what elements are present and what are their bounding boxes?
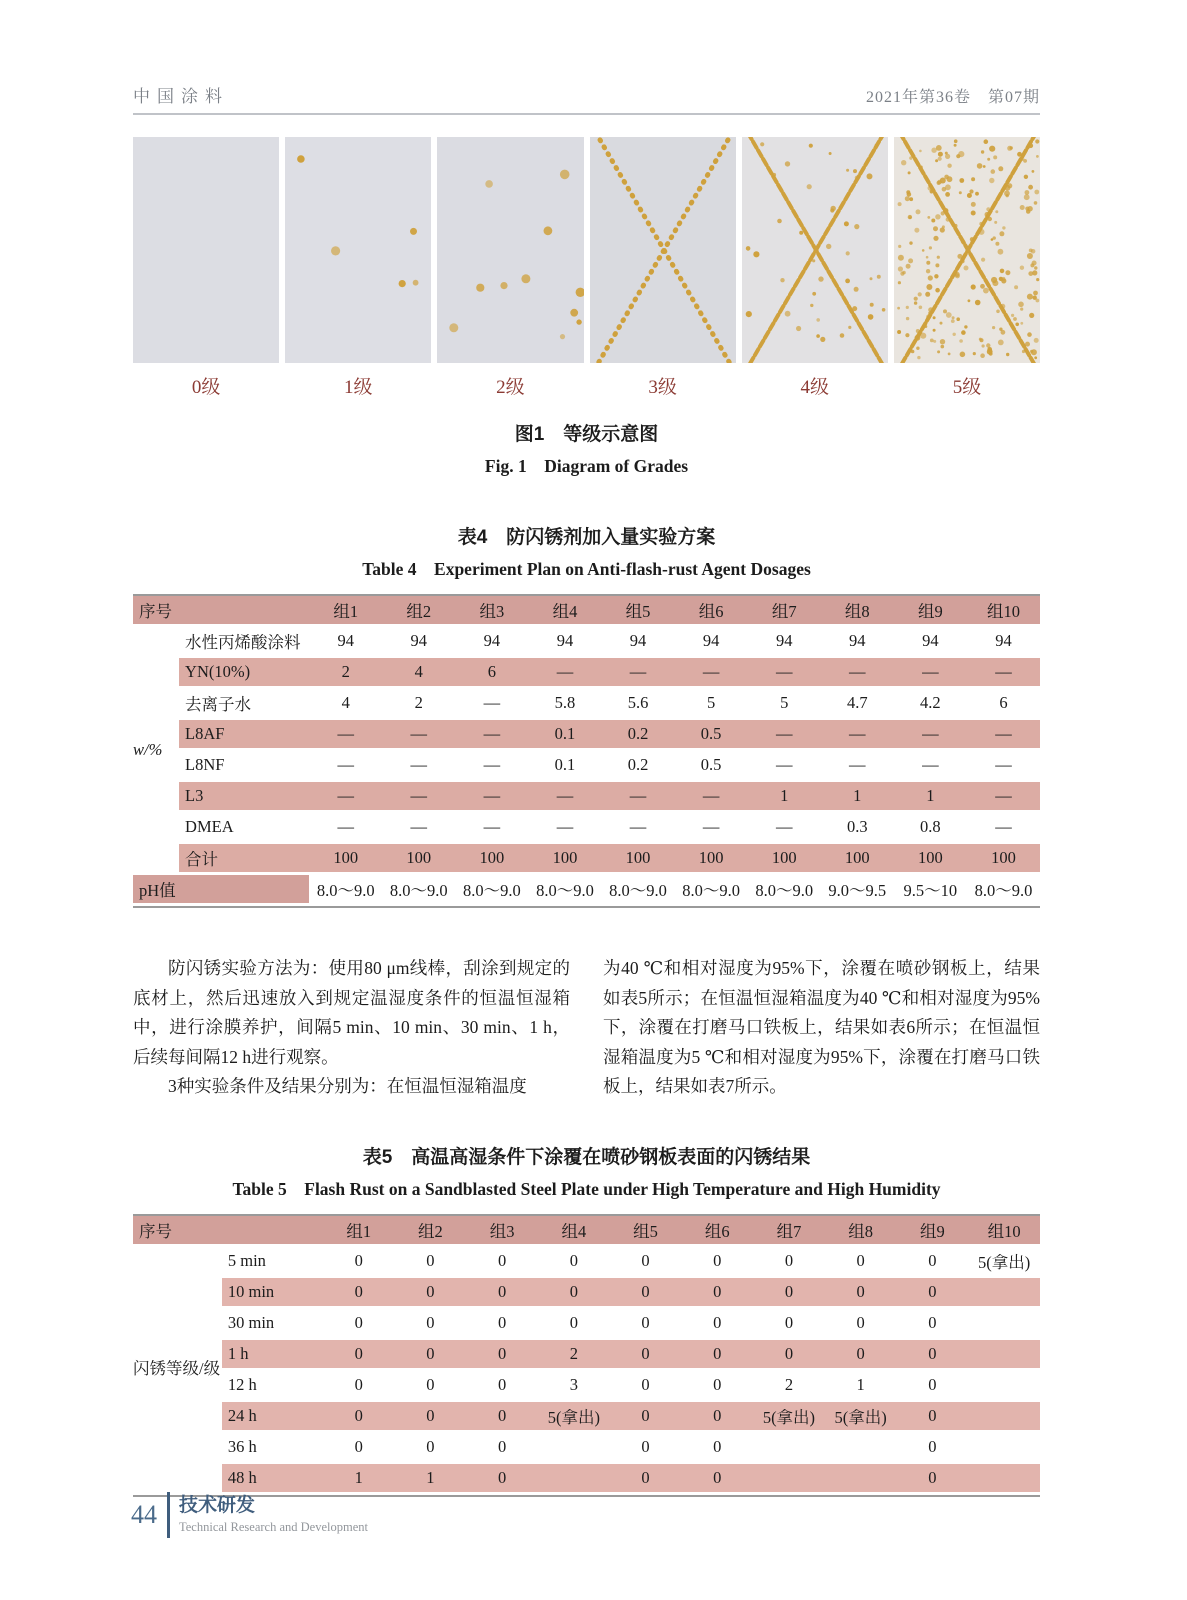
- table-cell: 5(拿出): [753, 1402, 825, 1433]
- text-column-left: [133, 954, 570, 1102]
- table-cell: 0: [466, 1464, 538, 1495]
- table-cell: —: [528, 658, 601, 689]
- table-cell: —: [675, 813, 748, 844]
- column-header: 组6: [681, 1216, 753, 1247]
- table-cell: [825, 1433, 897, 1464]
- column-header: 组4: [528, 596, 601, 627]
- table-cell: 0: [897, 1309, 969, 1340]
- table-cell: 0: [897, 1340, 969, 1371]
- table-cell: 0: [681, 1309, 753, 1340]
- page-header: [133, 0, 1040, 115]
- grade-panel-3: [590, 137, 736, 363]
- table-cell: 94: [602, 627, 675, 658]
- table-cell: 0.3: [821, 813, 894, 844]
- table-cell: 0: [897, 1464, 969, 1495]
- table-cell: 0: [466, 1433, 538, 1464]
- table-cell: —: [821, 751, 894, 782]
- table-cell: 0: [753, 1247, 825, 1278]
- table-cell: —: [967, 782, 1040, 813]
- table-cell: 5.6: [602, 689, 675, 720]
- table-cell: 0: [753, 1340, 825, 1371]
- figure-grade-labels: [133, 372, 1040, 399]
- table5-row: [133, 1371, 1040, 1402]
- table-cell: 3: [538, 1371, 610, 1402]
- row-label: 36 h: [222, 1433, 323, 1464]
- column-header: 组5: [610, 1216, 682, 1247]
- table-cell: 0: [825, 1340, 897, 1371]
- table4-title-en: Table 4 Experiment Plan on Anti-flash-rust Agent Dosages: [362, 559, 811, 579]
- unit-label: w/%: [133, 627, 179, 875]
- table-cell: [825, 1464, 897, 1495]
- row-label: 48 h: [222, 1464, 323, 1495]
- table-cell: —: [382, 782, 455, 813]
- grade-panel-5: [894, 137, 1040, 363]
- table-cell: —: [309, 782, 382, 813]
- footer-section-zh: 技术研发: [179, 1495, 256, 1516]
- row-label: L3: [179, 782, 309, 813]
- table-cell: 0: [681, 1464, 753, 1495]
- table-cell: 8.0～9.0: [455, 875, 528, 906]
- journal-name: 中国涂料: [133, 87, 229, 106]
- grade-panel-0: [133, 137, 279, 363]
- table-cell: 100: [967, 844, 1040, 875]
- table4-row: [133, 627, 1040, 658]
- table-cell: 94: [967, 627, 1040, 658]
- table-cell: 94: [528, 627, 601, 658]
- grade-label: 2级: [496, 377, 525, 398]
- table-cell: 8.0～9.0: [382, 875, 455, 906]
- table-cell: 0: [753, 1309, 825, 1340]
- table-cell: 8.0～9.0: [967, 875, 1040, 906]
- table4-row: [133, 689, 1040, 720]
- column-header: 组9: [897, 1216, 969, 1247]
- table-cell: 0: [395, 1247, 467, 1278]
- table-cell: 0: [610, 1340, 682, 1371]
- table4-row: [133, 751, 1040, 782]
- table-cell: 0: [323, 1371, 395, 1402]
- table-cell: 0: [395, 1402, 467, 1433]
- table-cell: 0: [466, 1309, 538, 1340]
- table-cell: [968, 1464, 1040, 1495]
- table-cell: 0: [753, 1278, 825, 1309]
- issue-info: 2021年第36卷 第07期: [865, 89, 1040, 106]
- table4-corner-header: 序号: [133, 596, 309, 627]
- table-cell: 4: [309, 689, 382, 720]
- table5-row: [133, 1247, 1040, 1278]
- table-cell: 0: [466, 1278, 538, 1309]
- table-cell: 0: [323, 1278, 395, 1309]
- row-label: 1 h: [222, 1340, 323, 1371]
- column-header: 组4: [538, 1216, 610, 1247]
- column-header: 组8: [821, 596, 894, 627]
- table-cell: 8.0～9.0: [309, 875, 382, 906]
- table-cell: —: [455, 751, 528, 782]
- row-label: L8NF: [179, 751, 309, 782]
- table-cell: 1: [395, 1464, 467, 1495]
- table5-title-zh: 表5 高温高湿条件下涂覆在喷砂钢板表面的闪锈结果: [362, 1146, 811, 1168]
- table4-row: [133, 844, 1040, 875]
- column-header: 组2: [382, 596, 455, 627]
- table5-row: [133, 1309, 1040, 1340]
- table-cell: 6: [455, 658, 528, 689]
- table-cell: —: [675, 782, 748, 813]
- text-column-right: [603, 954, 1040, 1102]
- table-cell: —: [748, 720, 821, 751]
- table-cell: 0: [825, 1278, 897, 1309]
- table-cell: —: [455, 782, 528, 813]
- table-cell: —: [748, 813, 821, 844]
- table-cell: —: [602, 782, 675, 813]
- column-header: 组10: [967, 596, 1040, 627]
- table-cell: [968, 1340, 1040, 1371]
- table-cell: 5(拿出): [968, 1247, 1040, 1278]
- figure-grade-panels: [133, 137, 1040, 363]
- table-cell: 0: [538, 1247, 610, 1278]
- row-label: 5 min: [222, 1247, 323, 1278]
- table-cell: 0: [610, 1402, 682, 1433]
- body-text: [133, 954, 1040, 1102]
- table5-row: [133, 1278, 1040, 1309]
- table-cell: 0.5: [675, 751, 748, 782]
- grade-label: 5级: [952, 377, 982, 398]
- table-cell: 100: [748, 844, 821, 875]
- table-cell: 1: [323, 1464, 395, 1495]
- table-cell: —: [602, 658, 675, 689]
- table-cell: —: [675, 658, 748, 689]
- row-label: 12 h: [222, 1371, 323, 1402]
- table-cell: 0: [610, 1309, 682, 1340]
- table-cell: 9.0～9.5: [821, 875, 894, 906]
- row-label: YN(10%): [179, 658, 309, 689]
- table-cell: —: [382, 751, 455, 782]
- row-label: 合计: [179, 844, 309, 875]
- table-cell: [753, 1464, 825, 1495]
- table-cell: 0: [681, 1340, 753, 1371]
- table-cell: —: [309, 751, 382, 782]
- table-cell: 4.2: [894, 689, 967, 720]
- table4-row: [133, 782, 1040, 813]
- table-cell: 100: [309, 844, 382, 875]
- unit-label: 闪锈等级/级: [133, 1247, 222, 1495]
- table5-header-row: [133, 1216, 1040, 1247]
- table-cell: [753, 1433, 825, 1464]
- table-cell: 0: [897, 1278, 969, 1309]
- table-cell: 5(拿出): [538, 1402, 610, 1433]
- table-cell: 100: [602, 844, 675, 875]
- grade-panel-1: [285, 137, 431, 363]
- table5: [133, 1214, 1040, 1497]
- table4-title-zh: 表4 防闪锈剂加入量实验方案: [457, 527, 716, 548]
- table-cell: 0: [825, 1309, 897, 1340]
- row-label: 30 min: [222, 1309, 323, 1340]
- column-header: 组7: [753, 1216, 825, 1247]
- table-cell: 0: [897, 1433, 969, 1464]
- table-cell: [968, 1402, 1040, 1433]
- table-cell: 5.8: [528, 689, 601, 720]
- table-cell: 0: [681, 1433, 753, 1464]
- table-cell: 100: [894, 844, 967, 875]
- row-label: 24 h: [222, 1402, 323, 1433]
- table-cell: 0: [323, 1433, 395, 1464]
- column-header: 组5: [602, 596, 675, 627]
- table4-row: [133, 658, 1040, 689]
- table-cell: 0.1: [528, 720, 601, 751]
- table-cell: 1: [748, 782, 821, 813]
- table-cell: —: [894, 751, 967, 782]
- table4-row: [133, 813, 1040, 844]
- table-cell: 0: [897, 1402, 969, 1433]
- table5-row: [133, 1340, 1040, 1371]
- table-cell: 8.0～9.0: [528, 875, 601, 906]
- table-cell: —: [748, 751, 821, 782]
- page-number: 44: [131, 1500, 157, 1529]
- table-cell: 0: [466, 1247, 538, 1278]
- table-cell: —: [528, 813, 601, 844]
- footer-divider: [167, 1492, 170, 1538]
- table-cell: 0: [323, 1340, 395, 1371]
- column-header: 组6: [675, 596, 748, 627]
- table-cell: 0: [538, 1309, 610, 1340]
- table-cell: 0: [610, 1371, 682, 1402]
- table-cell: 0: [323, 1247, 395, 1278]
- column-header: 组3: [455, 596, 528, 627]
- table-cell: [968, 1371, 1040, 1402]
- table5-title-en: Table 5 Flash Rust on a Sandblasted Steel Plate under High Temperature and High Humidity: [232, 1178, 941, 1199]
- table-cell: —: [894, 658, 967, 689]
- table-cell: [538, 1464, 610, 1495]
- table5-corner-header: 序号: [133, 1216, 323, 1247]
- table5-row: [133, 1402, 1040, 1433]
- paragraph: 为40 ℃和相对湿度为95%下，涂覆在喷砂钢板上，结果如表5所示；在恒温恒湿箱温度为40 ℃和相对湿度为95%下，涂覆在打磨马口铁板上，结果如表6所示；在恒温恒湿箱温度为5 ℃和相对湿度为95%下，涂覆在打磨马口铁板上，结果如表7所示。: [603, 958, 1040, 1096]
- figure-caption-en: Fig. 1 Diagram of Grades: [484, 456, 689, 476]
- table-cell: 8.0～9.0: [602, 875, 675, 906]
- table4-header-row: [133, 596, 1040, 627]
- row-label: 去离子水: [179, 689, 309, 720]
- table-cell: 0: [681, 1402, 753, 1433]
- table-cell: 0: [395, 1278, 467, 1309]
- table-cell: 0.1: [528, 751, 601, 782]
- table-cell: 94: [455, 627, 528, 658]
- column-header: 组8: [825, 1216, 897, 1247]
- table-cell: 9.5～10: [894, 875, 967, 906]
- row-label: 10 min: [222, 1278, 323, 1309]
- grade-label: 0级: [191, 377, 221, 398]
- table-cell: 94: [821, 627, 894, 658]
- column-header: 组2: [395, 1216, 467, 1247]
- paragraph: 3种实验条件及结果分别为：在恒温恒湿箱温度: [168, 1076, 527, 1096]
- grade-panel-2: [437, 137, 583, 363]
- table-cell: 0: [681, 1371, 753, 1402]
- table-cell: —: [967, 658, 1040, 689]
- table-cell: —: [382, 813, 455, 844]
- table5-row: [133, 1433, 1040, 1464]
- figure-caption-zh: 图1 等级示意图: [514, 424, 659, 445]
- table-cell: —: [455, 720, 528, 751]
- table-cell: 100: [455, 844, 528, 875]
- table-cell: 0: [681, 1247, 753, 1278]
- table-cell: 0: [610, 1464, 682, 1495]
- table-cell: —: [967, 720, 1040, 751]
- table-cell: 100: [821, 844, 894, 875]
- grade-label: 1级: [344, 377, 373, 398]
- table-cell: 8.0～9.0: [675, 875, 748, 906]
- table-cell: 0.8: [894, 813, 967, 844]
- column-header: 组3: [466, 1216, 538, 1247]
- table-cell: —: [309, 720, 382, 751]
- table4-row: [133, 720, 1040, 751]
- paragraph: 防闪锈实验方法为：使用80 μm线棒，刮涂到规定的底材上，然后迅速放入到规定温湿度条件的恒温恒湿箱中，进行涂膜养护，间隔5 min、10 min、30 min、1 h，后续每间隔12 h进行观察。: [133, 958, 570, 1067]
- table-cell: —: [967, 751, 1040, 782]
- table-cell: [968, 1309, 1040, 1340]
- row-label: L8AF: [179, 720, 309, 751]
- table-cell: 94: [675, 627, 748, 658]
- column-header: 组1: [323, 1216, 395, 1247]
- table-cell: 5(拿出): [825, 1402, 897, 1433]
- ph-row-label: pH值: [133, 875, 309, 906]
- row-label: 水性丙烯酸涂料: [179, 627, 309, 658]
- table-cell: 0: [681, 1278, 753, 1309]
- table-cell: 100: [675, 844, 748, 875]
- table-cell: 2: [753, 1371, 825, 1402]
- table-cell: 0: [466, 1402, 538, 1433]
- table-cell: —: [455, 813, 528, 844]
- table-cell: —: [309, 813, 382, 844]
- table-cell: —: [602, 813, 675, 844]
- grade-panel-4: [742, 137, 888, 363]
- table-cell: 2: [309, 658, 382, 689]
- row-label: DMEA: [179, 813, 309, 844]
- table-cell: [968, 1433, 1040, 1464]
- table-cell: 6: [967, 689, 1040, 720]
- table-cell: —: [382, 720, 455, 751]
- table-cell: 0: [395, 1371, 467, 1402]
- table-cell: 94: [748, 627, 821, 658]
- table-cell: [538, 1433, 610, 1464]
- table-cell: 0: [466, 1340, 538, 1371]
- table-cell: 0: [897, 1371, 969, 1402]
- table-cell: 8.0～9.0: [748, 875, 821, 906]
- table-cell: 94: [894, 627, 967, 658]
- table-cell: 2: [382, 689, 455, 720]
- table-cell: 0: [466, 1371, 538, 1402]
- table-cell: 0: [610, 1247, 682, 1278]
- table-cell: 5: [675, 689, 748, 720]
- table-cell: 0: [323, 1309, 395, 1340]
- table-cell: 0: [825, 1247, 897, 1278]
- table-cell: 0: [610, 1278, 682, 1309]
- table5-row: [133, 1464, 1040, 1495]
- page-footer: [131, 1492, 368, 1538]
- table-cell: 0.2: [602, 720, 675, 751]
- table-cell: 0: [610, 1433, 682, 1464]
- grade-label: 3级: [648, 377, 677, 398]
- table-cell: 1: [825, 1371, 897, 1402]
- column-header: 组7: [748, 596, 821, 627]
- table-cell: —: [894, 720, 967, 751]
- table-cell: 1: [894, 782, 967, 813]
- table-cell: —: [455, 689, 528, 720]
- column-header: 组9: [894, 596, 967, 627]
- table-cell: 0: [897, 1247, 969, 1278]
- table4-ph-row: [133, 875, 1040, 906]
- table-cell: 0: [538, 1278, 610, 1309]
- table-cell: 1: [821, 782, 894, 813]
- table-cell: —: [821, 658, 894, 689]
- table-cell: 94: [309, 627, 382, 658]
- table-cell: —: [821, 720, 894, 751]
- table-cell: —: [528, 782, 601, 813]
- table-cell: —: [748, 658, 821, 689]
- grade-label: 4级: [800, 377, 830, 398]
- table-cell: 2: [538, 1340, 610, 1371]
- table-cell: 100: [528, 844, 601, 875]
- table-cell: 0: [323, 1402, 395, 1433]
- table-cell: 5: [748, 689, 821, 720]
- table-cell: 4.7: [821, 689, 894, 720]
- table-cell: 4: [382, 658, 455, 689]
- table-cell: 0.2: [602, 751, 675, 782]
- table-cell: 94: [382, 627, 455, 658]
- column-header: 组10: [968, 1216, 1040, 1247]
- table-cell: [968, 1278, 1040, 1309]
- table-cell: 0: [395, 1433, 467, 1464]
- table-cell: 0: [395, 1340, 467, 1371]
- table-cell: —: [967, 813, 1040, 844]
- footer-section-en: Technical Research and Development: [179, 1520, 368, 1534]
- table4: [133, 594, 1040, 908]
- column-header: 组1: [309, 596, 382, 627]
- table-cell: 100: [382, 844, 455, 875]
- table-cell: 0: [395, 1309, 467, 1340]
- table-cell: 0.5: [675, 720, 748, 751]
